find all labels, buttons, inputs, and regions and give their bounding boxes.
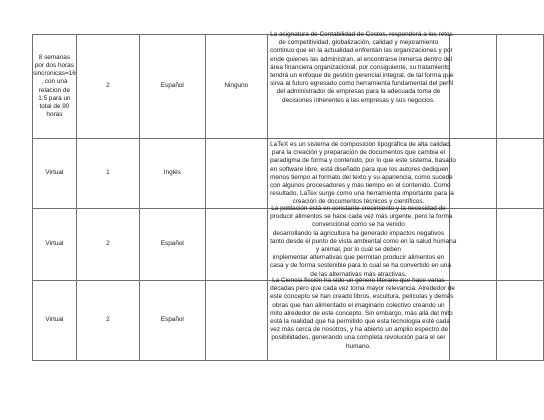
empty-cell bbox=[449, 139, 496, 209]
number-cell: 2 bbox=[76, 281, 139, 361]
modality-line: sincronicas=16 bbox=[33, 70, 76, 78]
table-row bbox=[33, 35, 544, 139]
description-text bbox=[270, 141, 456, 207]
description-line: decisiones inherentes a las empresas y sus negocios. bbox=[282, 96, 435, 104]
empty-cell bbox=[449, 281, 496, 361]
modality-line: 8 semanas bbox=[38, 53, 71, 61]
description-text bbox=[270, 31, 454, 105]
empty-cell bbox=[496, 139, 543, 209]
description-line: y animal, por lo cual se deben bbox=[315, 246, 401, 254]
description-line: sirva al futuro egresado como herramienta fundamental del perfil bbox=[270, 80, 454, 88]
description-line: con algunos procesadores y más tiempo en el contenido. Como bbox=[270, 182, 451, 190]
description-line: producir alimentos se hace cada vez más urgente, pero la forma bbox=[270, 213, 453, 221]
modality-line: horas bbox=[46, 111, 63, 119]
table-row bbox=[33, 139, 544, 209]
prerequisite-cell: Ninguno bbox=[205, 35, 268, 139]
description-cell bbox=[268, 205, 457, 281]
description-line: este concepto se han creado libros, escultura, películas y demás bbox=[270, 293, 454, 301]
description-line: menos tiempo al formato del texto y su apariencia, como sucede bbox=[270, 173, 453, 181]
number-cell: 2 bbox=[76, 35, 139, 139]
description-line: convencional como se ha venido bbox=[312, 221, 405, 229]
description-cell bbox=[268, 31, 454, 139]
empty-cell bbox=[496, 209, 543, 281]
description-line: La Ciencia ficción ha sido un género literario que hace varias bbox=[272, 277, 445, 284]
description-text bbox=[270, 205, 457, 279]
empty-cell bbox=[449, 209, 496, 281]
language-cell: Español bbox=[140, 35, 205, 139]
modality-cell bbox=[33, 35, 77, 139]
language-cell: Inglés bbox=[140, 139, 205, 209]
prerequisite-cell bbox=[205, 139, 268, 209]
description-line: resultado, LaTex surge como una herramienta importante para la bbox=[270, 190, 454, 198]
description-line: paradigma de forma y contenido, por lo que este sistema, basado bbox=[270, 157, 456, 165]
description-line: para la creación y preparación de documentos que cambia el bbox=[271, 149, 445, 157]
description-cell bbox=[268, 277, 455, 361]
description-line: del administrador de empresas para la adecuada toma de bbox=[276, 88, 441, 96]
description-line: de competitividad, globalización, calidad y mejoramiento bbox=[278, 39, 439, 47]
description-line: está la realidad que ha permitido que esta tecnología esté cada bbox=[270, 318, 450, 326]
modality-cell: Virtual bbox=[33, 209, 77, 281]
modality-line: , con una bbox=[41, 78, 68, 86]
description-line: LaTeX es un sistema de composición tipográfica de alta calidad, bbox=[270, 141, 452, 148]
description-line: humano. bbox=[345, 342, 371, 350]
description-line: tendrá un enfoque de gestión gerencial integral, de tal forma que bbox=[270, 72, 454, 80]
course-table bbox=[32, 31, 544, 361]
description-line: décadas pero que cada vez toma mayor relevancia. Alrededor de bbox=[270, 285, 455, 293]
description-line: desarrollando la agricultura ha generado impactos negativos bbox=[272, 229, 445, 237]
description-line: casa y de forma sostenible para lo cual se ha convertido en una bbox=[270, 262, 451, 270]
description-line: La asignatura de Contabilidad de Costos, responderá a los retos bbox=[270, 31, 453, 38]
modality-line: relacion de bbox=[38, 86, 71, 94]
prerequisite-cell bbox=[205, 209, 268, 281]
description-line: de las alternativas más atractivas. bbox=[310, 270, 407, 278]
language-cell: Español bbox=[140, 209, 205, 281]
description-cell bbox=[268, 139, 456, 209]
table-row bbox=[33, 209, 544, 281]
number-cell: 2 bbox=[76, 209, 139, 281]
description-line: implementar alternativas que permitan producir alimentos en bbox=[272, 254, 445, 262]
description-line: vez más cerca de nosotros, y ha abierto un amplio espectro de bbox=[270, 326, 449, 334]
description-line: ende quienes las administran, al encontrarse inmersa dentro del bbox=[270, 55, 452, 63]
description-text bbox=[270, 277, 455, 351]
description-line: creación de documentos técnicos y científicos. bbox=[292, 198, 425, 206]
language-cell: Español bbox=[140, 281, 205, 361]
prerequisite-cell bbox=[205, 281, 268, 361]
description-line: en software libre, está diseñado para que los autores dediquen bbox=[270, 165, 449, 173]
table-row bbox=[33, 281, 544, 361]
description-line: área financiera organizacional, por consiguiente, su tratamiento bbox=[270, 63, 450, 71]
number-cell: 1 bbox=[76, 139, 139, 209]
modality-line: total de 90 bbox=[39, 102, 70, 110]
empty-cell bbox=[496, 35, 543, 139]
description-line: tanto desde el punto de vista ambiental como en la salud humana bbox=[270, 237, 457, 245]
empty-cell bbox=[496, 281, 543, 361]
empty-cell bbox=[449, 35, 496, 139]
description-line: continuo que en la actualidad enfrentan las organizaciones y por bbox=[270, 47, 453, 55]
modality-cell: Virtual bbox=[33, 281, 77, 361]
modality-line: 1:5 para un bbox=[38, 94, 71, 102]
modality-line: por dos horas bbox=[34, 61, 74, 69]
description-line: mito alrededor de este concepto. Sin embargo, más allá del mito bbox=[270, 309, 453, 317]
description-line: posibilidades, generando una completa revolución para el ser bbox=[271, 334, 446, 342]
modality-cell: Virtual bbox=[33, 139, 77, 209]
description-line: obras que han alimentado el imaginario colectivo creando un bbox=[272, 301, 445, 309]
description-line: La población está en constante crecimiento y la necesidad de bbox=[271, 205, 446, 212]
